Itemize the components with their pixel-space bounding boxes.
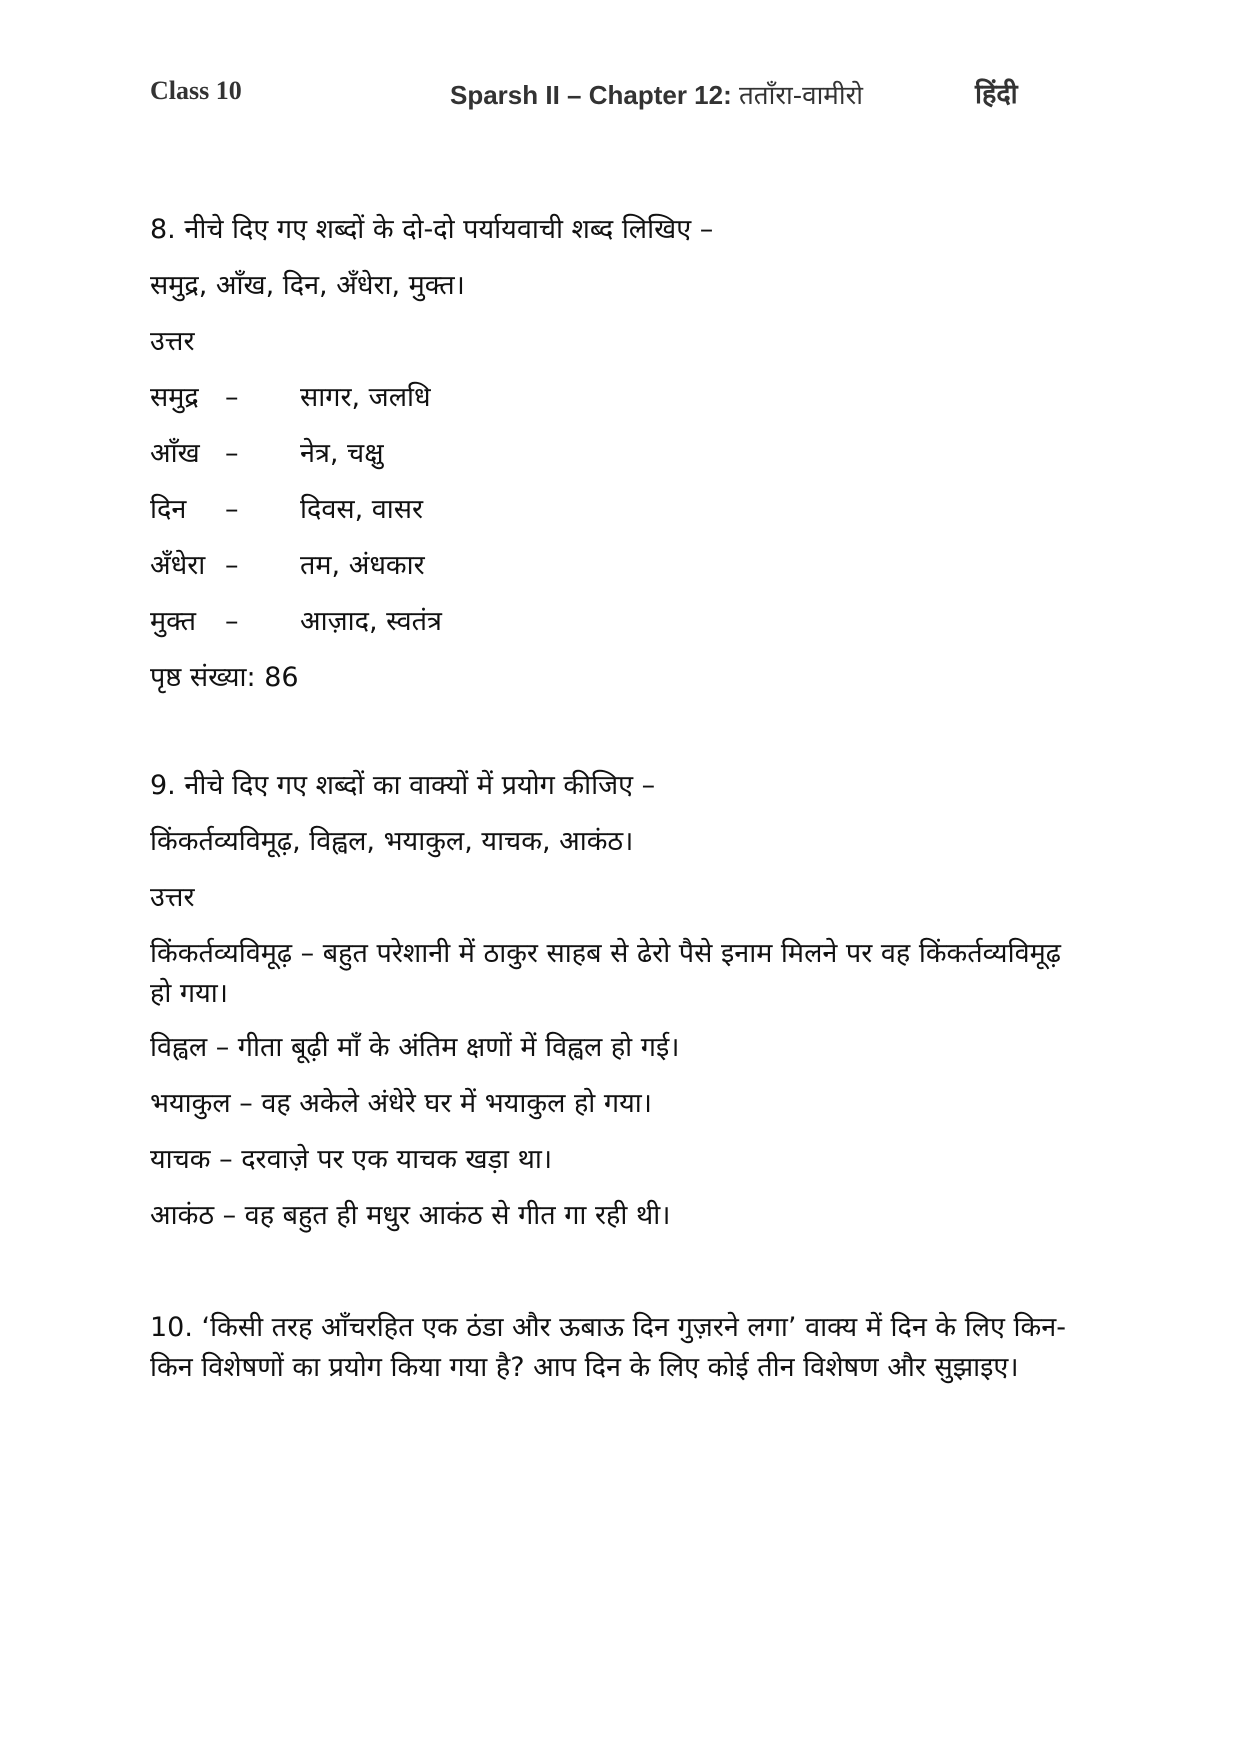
q10-question: 10. ‘किसी तरह आँचरहित एक ठंडा और ऊबाऊ दिन गुज़रने लगा’ वाक्य में दिन के लिए किन-किन विशेषणों का प्रयोग किया गया है? आप दिन के लिए कोई तीन विशेषण और सुझाइए। xyxy=(150,1312,1066,1383)
q9-sentence: भयाकुल – वह अकेले अंधेरे घर में भयाकुल हो गया। xyxy=(150,1088,652,1119)
answer-synonyms: आज़ाद, स्वतंत्र xyxy=(300,606,442,637)
answer-synonyms: सागर, जलधि xyxy=(300,382,431,413)
q8-words: समुद्र, आँख, दिन, अँधेरा, मुक्त। xyxy=(150,270,465,301)
answer-dash: – xyxy=(225,550,239,581)
answer-term: अँधेरा xyxy=(150,550,206,581)
answer-dash: – xyxy=(225,438,239,469)
q8-answer-label: उत्तर xyxy=(150,326,195,357)
book-chapter-label: Sparsh II – Chapter 12: xyxy=(450,80,739,110)
answer-term: मुक्त xyxy=(150,606,197,637)
q9-question: 9. नीचे दिए गए शब्दों का वाक्यों में प्रयोग कीजिए – xyxy=(150,770,656,801)
answer-dash: – xyxy=(225,382,239,413)
answer-dash: – xyxy=(225,606,239,637)
answer-term: आँख xyxy=(150,438,200,469)
class-label: Class 10 xyxy=(150,76,242,105)
q8-answer-row xyxy=(150,490,423,530)
answer-synonyms: दिवस, वासर xyxy=(300,494,424,525)
language-label: हिंदी xyxy=(975,79,1018,110)
answer-synonyms: तम, अंधकार xyxy=(300,550,425,581)
q9-sentence: विह्वल – गीता बूढ़ी माँ के अंतिम क्षणों में विह्वल हो गई। xyxy=(150,1032,680,1063)
q9-sentence: आकंठ – वह बहुत ही मधुर आकंठ से गीत गा रही थी। xyxy=(150,1200,671,1231)
q9-sentence: याचक – दरवाज़े पर एक याचक खड़ा था। xyxy=(150,1144,553,1175)
answer-synonyms: नेत्र, चक्षु xyxy=(300,438,384,469)
chapter-name: तताँरा-वामीरो xyxy=(738,81,863,111)
q9-answer-label: उत्तर xyxy=(150,882,195,913)
q8-question: 8. नीचे दिए गए शब्दों के दो-दो पर्यायवाची शब्द लिखिए – xyxy=(150,214,714,245)
answer-dash: – xyxy=(225,494,239,525)
q8-answer-row xyxy=(150,434,384,474)
q9-sentence: किंकर्तव्यविमूढ़ – बहुत परेशानी में ठाकुर साहब से ढेरो पैसे इनाम मिलने पर वह किंकर्तव्यविमूढ़ हो गया। xyxy=(150,938,1061,1009)
q9-words: किंकर्तव्यविमूढ़, विह्वल, भयाकुल, याचक, आकंठ। xyxy=(150,826,634,857)
chapter-title xyxy=(450,76,863,112)
answer-term: समुद्र xyxy=(150,382,199,413)
q8-page-reference: पृष्ठ संख्या: 86 xyxy=(150,662,299,693)
answer-term: दिन xyxy=(150,494,187,525)
q8-answer-row xyxy=(150,378,431,418)
q8-answer-row xyxy=(150,602,442,642)
q8-answer-row xyxy=(150,546,425,586)
